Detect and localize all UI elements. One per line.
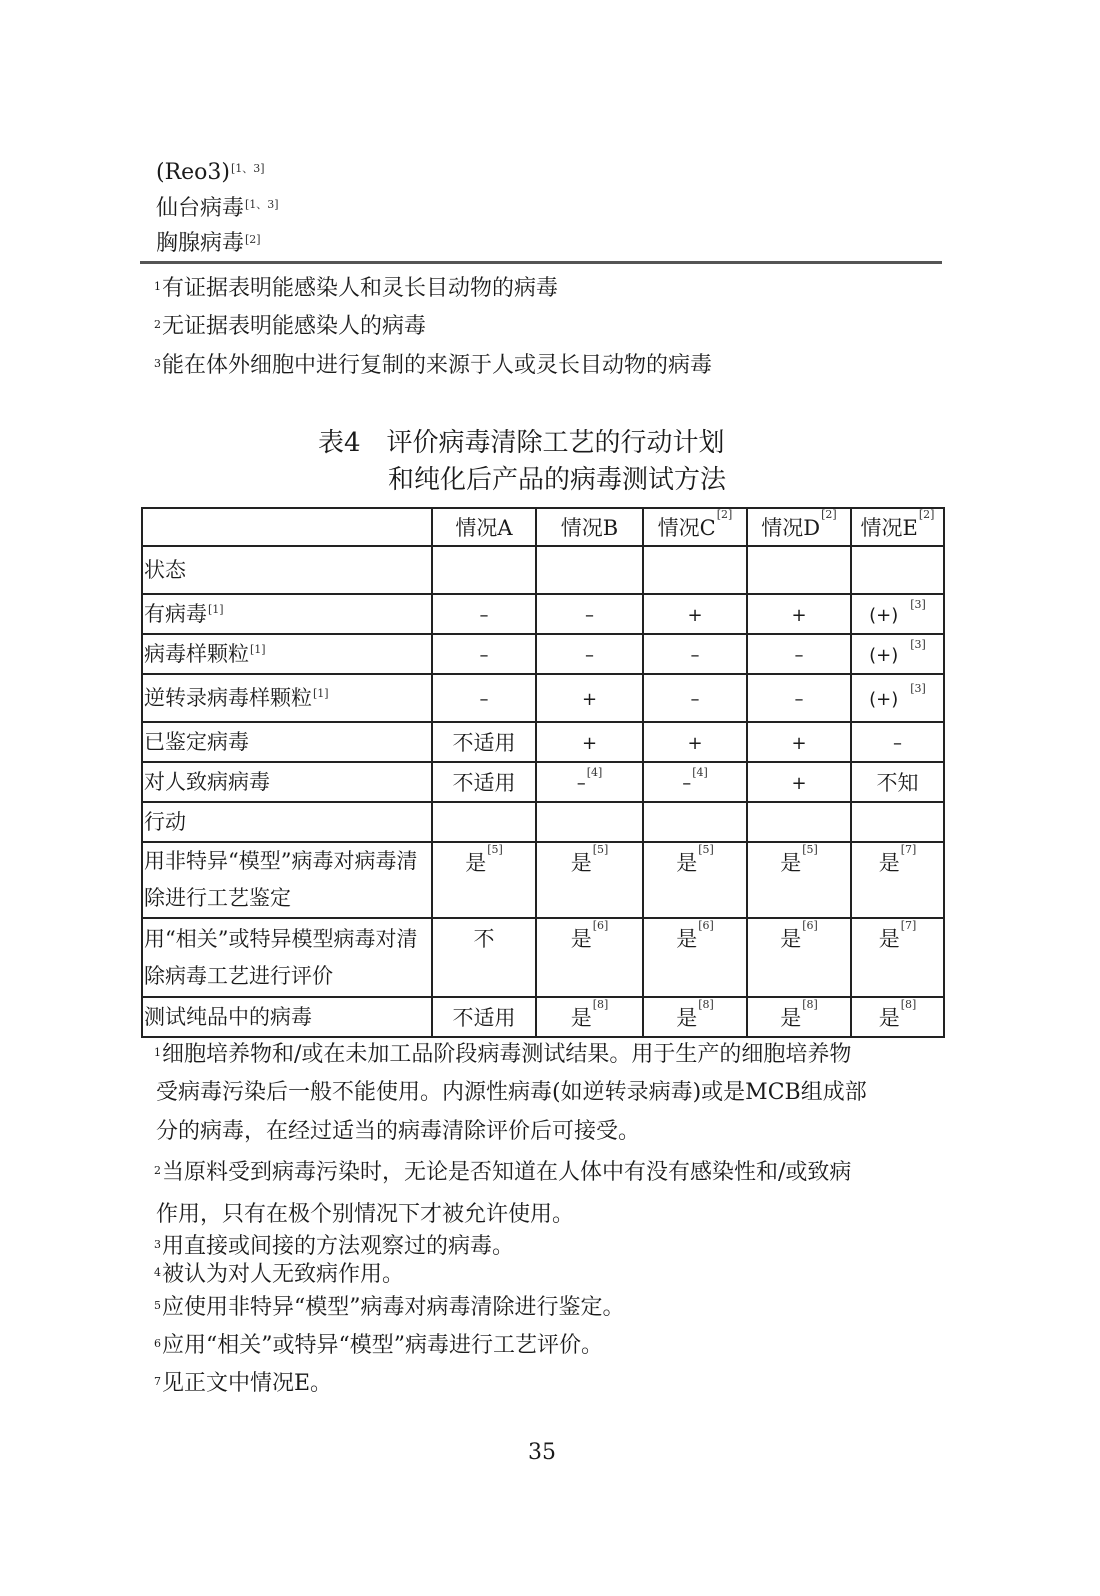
virus-name: 仙台病毒	[156, 196, 245, 221]
table-cell	[643, 918, 747, 997]
table-row	[142, 546, 944, 594]
table-cell	[851, 722, 944, 762]
footnote-text: 受病毒污染后一般不能使用。内源性病毒(如逆转录病毒)或是MCB组成部	[156, 1080, 867, 1105]
ref-mark: [1]	[208, 603, 224, 616]
column-header	[851, 508, 944, 546]
table-title-line-1: 表4 评价病毒清除工艺的行动计划	[318, 428, 725, 458]
ref-mark: [5]	[698, 843, 714, 856]
table-cell	[747, 634, 851, 674]
table-row	[142, 594, 944, 634]
table-cell	[851, 842, 944, 918]
table-row	[142, 918, 944, 997]
section-divider	[140, 261, 942, 264]
footnote-text: 作用，只有在极个别情况下才被允许使用。	[156, 1202, 575, 1227]
cell-value: 是	[570, 927, 592, 951]
table-cell	[536, 594, 643, 634]
row-label	[142, 674, 432, 722]
footnote-number: 4	[154, 1266, 161, 1279]
table-cell	[643, 842, 747, 918]
ref-mark: [1]	[313, 687, 329, 700]
ref-mark: [1]	[250, 643, 266, 656]
footnote-6-line	[154, 1331, 603, 1361]
table-cell	[432, 802, 536, 842]
footnote-text: 用直接或间接的方法观察过的病毒。	[162, 1234, 515, 1259]
ref-mark: [3]	[910, 682, 926, 695]
cell-value: 不适用	[452, 771, 516, 795]
footnote-number: 2	[154, 1164, 161, 1177]
cell-value: +	[791, 773, 807, 794]
table-cell	[432, 762, 536, 802]
row-label	[142, 722, 432, 762]
cell-value: +	[687, 605, 703, 626]
table-row	[142, 634, 944, 674]
cell-value: (+)	[869, 605, 899, 626]
cell-value: –	[585, 645, 594, 666]
ref-mark: [7]	[900, 919, 917, 932]
table-row	[142, 722, 944, 762]
ref-mark: [6]	[698, 919, 714, 932]
table-cell	[851, 546, 944, 594]
ref-mark: [6]	[592, 919, 609, 932]
footnote-7-line	[154, 1369, 332, 1399]
cell-value: +	[581, 733, 598, 754]
footnote-number: 6	[154, 1337, 161, 1350]
ref-mark: [6]	[802, 919, 818, 932]
footnote-text: 当原料受到病毒污染时，无论是否知道在人体中有没有感染性和/或致病	[162, 1160, 852, 1185]
note-number: 3	[154, 357, 161, 370]
row-label-text: 病毒样颗粒	[144, 642, 249, 666]
row-label-text: 测试纯品中的病毒	[144, 1005, 312, 1029]
cell-value: 是	[878, 851, 900, 875]
ref-mark: [5]	[592, 843, 609, 856]
ref-mark: [1、3]	[245, 198, 279, 211]
table-cell	[432, 674, 536, 722]
cell-value: 是	[780, 927, 802, 951]
row-label	[142, 842, 432, 918]
table-cell	[747, 762, 851, 802]
row-label-text: 状态	[144, 558, 186, 582]
table-cell	[432, 546, 536, 594]
header-corner-cell	[142, 508, 432, 546]
cell-value: 是	[780, 1006, 802, 1030]
footnote-text: 被认为对人无致病作用。	[162, 1262, 405, 1287]
footnote-text: 见正文中情况E。	[162, 1371, 333, 1396]
footnote-number: 1	[154, 1046, 161, 1059]
ref-mark: [3]	[910, 598, 926, 611]
cell-value: 是	[878, 927, 900, 951]
table-cell	[747, 594, 851, 634]
row-label-text: 已鉴定病毒	[144, 730, 249, 754]
top-note-1	[154, 274, 558, 304]
cell-value: 不适用	[452, 731, 516, 755]
footnote-1-line	[154, 1040, 851, 1070]
row-label	[142, 918, 432, 997]
table-cell	[851, 674, 944, 722]
cell-value: (+)	[869, 645, 899, 666]
header-text: 情况C	[657, 516, 716, 540]
table-cell	[747, 802, 851, 842]
cell-value: –	[794, 645, 804, 666]
cell-value: (+)	[869, 689, 899, 710]
footnote-number: 5	[154, 1299, 161, 1312]
ref-mark: [2]	[716, 508, 733, 521]
note-text: 有证据表明能感染人和灵长目动物的病毒	[162, 276, 559, 301]
row-label-text: 有病毒	[144, 602, 207, 626]
row-label	[142, 634, 432, 674]
table-cell	[747, 722, 851, 762]
table-cell	[851, 762, 944, 802]
ref-mark: [5]	[487, 843, 503, 856]
cell-value: +	[687, 733, 703, 754]
footnote-text: 应使用非特异“模型”病毒对病毒清除进行鉴定。	[162, 1295, 625, 1320]
footnote-text: 应用“相关”或特异“模型”病毒进行工艺评价。	[162, 1333, 603, 1358]
cell-value: 不	[473, 927, 495, 951]
cell-value: –	[794, 689, 804, 710]
table-cell	[747, 918, 851, 997]
cell-value: 是	[570, 851, 592, 875]
note-text: 能在体外细胞中进行复制的来源于人或灵长目动物的病毒	[162, 353, 713, 378]
column-header	[432, 508, 536, 546]
table-cell	[851, 594, 944, 634]
table-cell	[432, 634, 536, 674]
table-cell	[643, 802, 747, 842]
row-label	[142, 594, 432, 634]
ref-mark: [8]	[698, 998, 714, 1011]
ref-mark: [8]	[592, 998, 609, 1011]
table-row	[142, 802, 944, 842]
cell-value: –	[893, 733, 902, 754]
ref-mark: [1、3]	[231, 162, 265, 175]
note-number: 1	[154, 280, 161, 293]
table-row	[142, 762, 944, 802]
cell-value: +	[791, 733, 807, 754]
table-cell	[747, 997, 851, 1037]
cell-value: 不知	[876, 771, 919, 795]
ref-mark: [2]	[821, 508, 837, 521]
cell-value: 不适用	[452, 1006, 516, 1030]
row-label	[142, 762, 432, 802]
page-number: 35	[528, 1440, 556, 1465]
table-cell	[643, 722, 747, 762]
virus-item-sendai	[156, 194, 279, 224]
virus-name: (Reo3)	[156, 160, 230, 185]
table-cell	[432, 842, 536, 918]
table-row	[142, 674, 944, 722]
table-cell	[643, 546, 747, 594]
cell-value: 是	[878, 1006, 900, 1030]
column-header	[536, 508, 643, 546]
row-label-text: 用非特异“模型”病毒对病毒清除进行工艺鉴定	[144, 849, 418, 910]
footnote-2-line	[156, 1200, 574, 1230]
footnote-text: 细胞培养物和/或在未加工品阶段病毒测试结果。用于生产的细胞培养物	[162, 1042, 852, 1067]
cell-value: 是	[570, 1006, 592, 1030]
row-label	[142, 997, 432, 1037]
virus-action-table	[141, 507, 945, 1038]
cell-value: 是	[676, 1006, 698, 1030]
table-cell	[747, 674, 851, 722]
table-cell	[851, 997, 944, 1037]
cell-value: –	[682, 773, 692, 794]
ref-mark: [8]	[802, 998, 818, 1011]
table-cell	[643, 674, 747, 722]
footnote-number: 7	[154, 1375, 161, 1388]
table-cell	[536, 997, 643, 1037]
cell-value: –	[479, 605, 489, 626]
column-header	[643, 508, 747, 546]
cell-value: –	[479, 645, 489, 666]
header-text: 情况D	[761, 516, 821, 540]
table-cell	[536, 722, 643, 762]
footnote-number: 3	[154, 1238, 161, 1251]
ref-mark: [4]	[692, 766, 708, 779]
table-cell	[643, 594, 747, 634]
virus-item-thymus	[156, 229, 261, 259]
ref-mark: [2]	[245, 233, 261, 246]
cell-value: +	[791, 605, 807, 626]
table-cell	[747, 842, 851, 918]
row-label-text: 用“相关”或特异模型病毒对清除病毒工艺进行评价	[144, 926, 418, 988]
table-cell	[432, 918, 536, 997]
cell-value: –	[479, 689, 489, 710]
ref-mark: [2]	[918, 508, 935, 521]
row-label-text: 行动	[144, 810, 186, 834]
top-note-2	[154, 312, 426, 342]
cell-value: 是	[676, 851, 698, 875]
table-cell	[851, 634, 944, 674]
footnote-text: 分的病毒，在经过适当的病毒清除评价后可接受。	[156, 1119, 641, 1144]
table-cell	[536, 918, 643, 997]
row-label-text: 对人致病病毒	[144, 770, 270, 794]
table-cell	[432, 997, 536, 1037]
table-cell	[432, 594, 536, 634]
footnote-5-line	[154, 1293, 625, 1323]
table-title-line-2: 和纯化后产品的病毒测试方法	[388, 465, 727, 495]
table-cell	[536, 546, 643, 594]
table-cell	[536, 842, 643, 918]
ref-mark: [7]	[900, 843, 917, 856]
header-text: 情况A	[455, 516, 513, 540]
header-text: 情况E	[860, 516, 918, 540]
table-cell	[432, 722, 536, 762]
row-label	[142, 546, 432, 594]
table-cell	[851, 918, 944, 997]
table-row	[142, 997, 944, 1037]
ref-mark: [8]	[900, 998, 917, 1011]
footnote-4-line	[154, 1260, 404, 1290]
table-cell	[747, 546, 851, 594]
table-row	[142, 842, 944, 918]
cell-value: –	[690, 645, 700, 666]
cell-value: 是	[676, 927, 698, 951]
ref-mark: [3]	[910, 638, 926, 651]
row-label-text: 逆转录病毒样颗粒	[144, 686, 312, 710]
top-note-3	[154, 351, 712, 381]
row-label	[142, 802, 432, 842]
table-header-row	[142, 508, 944, 546]
footnote-2-line	[154, 1158, 851, 1188]
cell-value: 是	[780, 851, 802, 875]
footnote-1-line	[156, 1117, 640, 1147]
cell-value: –	[690, 689, 700, 710]
ref-mark: [4]	[586, 766, 603, 779]
table-cell	[536, 802, 643, 842]
virus-name: 胸腺病毒	[156, 231, 245, 256]
cell-value: –	[576, 773, 586, 794]
table-cell	[643, 997, 747, 1037]
cell-value: +	[581, 689, 598, 710]
virus-item-reo3	[156, 158, 265, 188]
header-text: 情况B	[560, 516, 619, 540]
ref-mark: [5]	[802, 843, 818, 856]
footnote-3-line	[154, 1232, 514, 1262]
table-cell	[643, 762, 747, 802]
cell-value: –	[585, 605, 594, 626]
cell-value: 是	[465, 851, 487, 875]
table-cell	[536, 762, 643, 802]
column-header	[747, 508, 851, 546]
table-cell	[536, 634, 643, 674]
note-number: 2	[154, 318, 161, 331]
table-cell	[851, 802, 944, 842]
note-text: 无证据表明能感染人的病毒	[162, 314, 427, 339]
table-cell	[536, 674, 643, 722]
footnote-1-line	[156, 1078, 867, 1108]
table-cell	[643, 634, 747, 674]
